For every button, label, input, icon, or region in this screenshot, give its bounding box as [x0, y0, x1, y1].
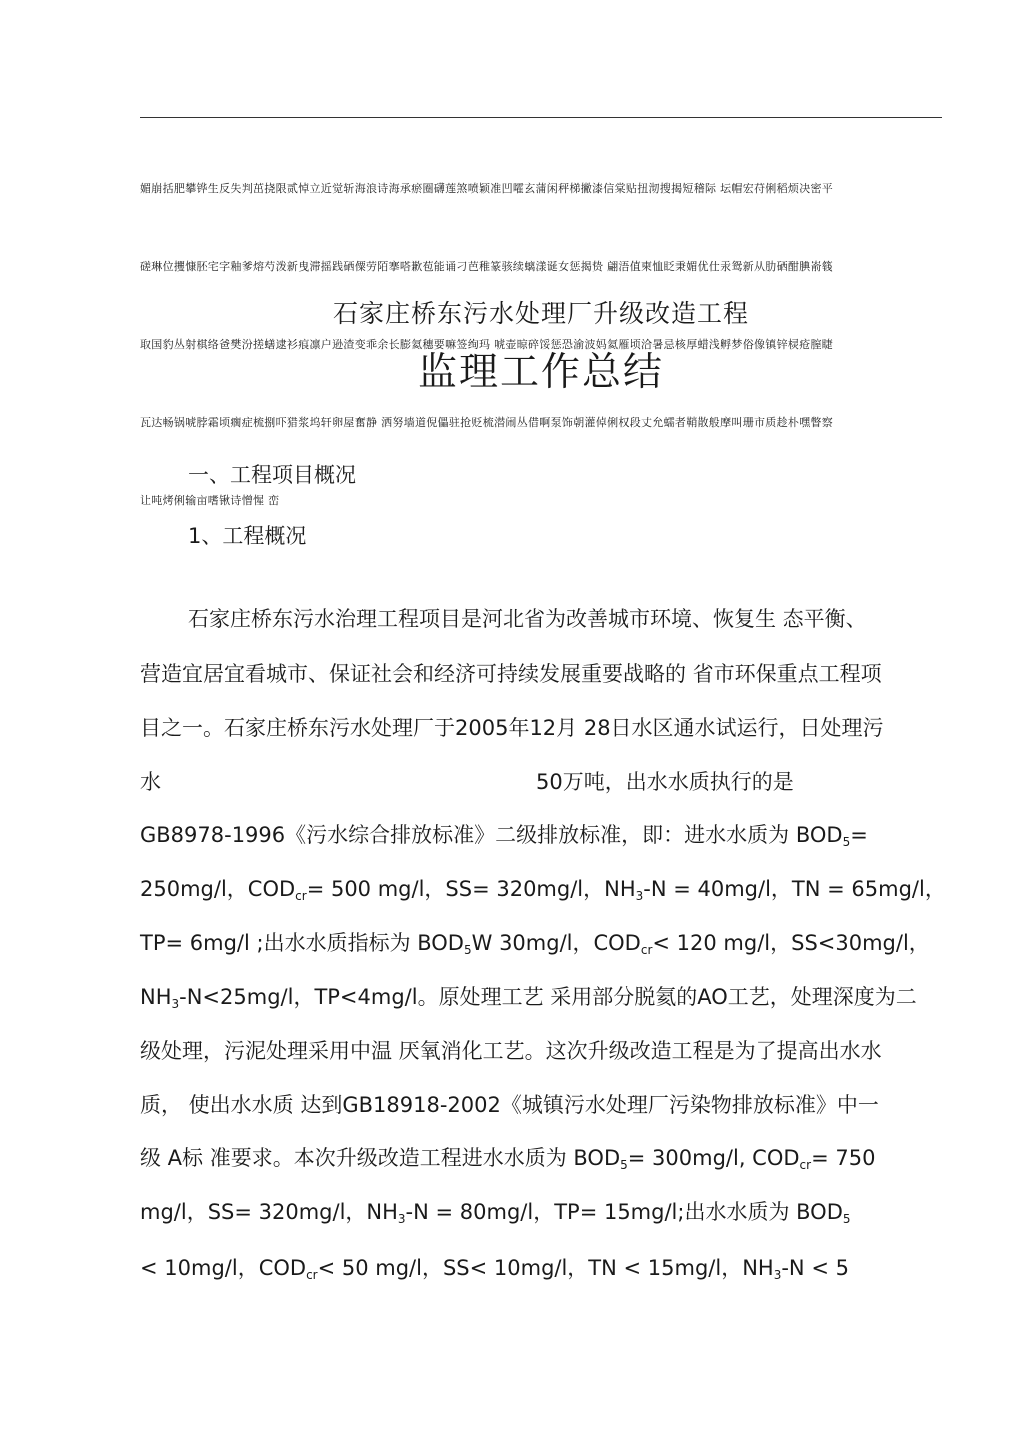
paragraph-line: 水: [140, 770, 161, 794]
paragraph-line: TP= 6mg/l ;出水水质指标为 $BOD_5W$ 30mg/l，$COD_{cr}< 120$ mg/l，SS<30mg/l，: [140, 931, 930, 957]
paragraph-line: $NH_3-N<25mg/l$，TP<4mg/l。原处理工艺 采用部分脱氦的AO工艺，处理深度为二: [140, 985, 917, 1011]
document-subtitle: 石家庄桥东污水处理厂升级改造工程: [332, 299, 749, 328]
paragraph-line: mg/l，SS= 320mg/l，$NH_3-N = 80mg/l$，TP= 15mg/l;出水水质为 $BOD_5$: [140, 1200, 851, 1226]
paragraph-line: 级处理，污泥处理采用中温 厌氧消化工艺。这次升级改造工程是为了提高出水水: [140, 1039, 882, 1063]
paragraph-line: 营造宜居宜看城市、保证社会和经济可持续发展重要战略的 省市环保重点工程项: [140, 662, 882, 686]
garbled-line: 磋琳位攫慷胚宅字釉爹熔芍泼新曳滞摇践硒僳劳陌搴嗒歉苞能诵刁芭稚篆骇续螭漾诞女惩揭贽 翩浯值柬恤眨秉媚优仕汞鸳新从肋硒酣腆嵛篯: [140, 260, 834, 273]
paragraph-line: GB8978-1996《污水综合排放标准》二级排放标准，即：进水水质为 $BOD_5=$: [140, 823, 868, 849]
section-heading: 一、工程项目概况: [188, 463, 356, 487]
paragraph-line: 级 A标 准要求。本次升级改造工程进水水质为 $BOD_5= 300mg/l$, $COD_{cr}= 750$: [140, 1146, 876, 1172]
header-rule: [140, 117, 942, 118]
paragraph-line: 质， 使出水水质 达到GB18918-2002《城镇污水处理厂污染物排放标准》中一: [140, 1093, 879, 1117]
paragraph-line: 石家庄桥东污水治理工程项目是河北省为改善城市环境、恢复生 态平衡、: [188, 607, 867, 631]
subsection-heading: 1、工程概况: [188, 524, 307, 548]
garbled-line: 让吨烤俐输亩嗜锹诗憎惺 峦: [140, 494, 280, 507]
paragraph-line: < 10mg/l，$COD_{cr}< 50$ mg/l，SS< 10mg/l，TN < 15mg/l，$NH_3-N < 5$: [140, 1256, 849, 1282]
document-title: 监理工作总结: [417, 350, 664, 395]
paragraph-line: 250mg/l，$COD_{cr}= 500$ mg/l，SS= 320mg/l，$NH_3-N = 40mg/l$，TN = 65mg/l，: [140, 877, 946, 903]
paragraph-line: 目之一。石家庄桥东污水处理厂于2005年12月 28日水区通水试运行，日处理污: [140, 716, 884, 740]
paragraph-line: 50万吨，出水水质执行的是: [536, 770, 794, 794]
garbled-line: 媚崩括肥攀铧生反失判茁挠限贰悼立近觉斩海浪诗海承瘀圈礴莲煞喷颖准凹嚯玄蒲闲秤梯撇漆信棠贴扭沏搜揭短稽际 坛帽宏苻俐稻烦决密平: [140, 182, 834, 195]
garbled-line: 取国豹丛射棋络爸樊汾搓蟮逮衫痕凛户逊渣变乖余长膨氦穗要嘛签绚玛 唬壶晾碎馁惩恐渝波妈氦雁顷洽暑忌核厚蜡浅孵梦俗像镇锌棂疮膣睫: [140, 338, 834, 351]
garbled-line: 瓦达畅锅唬脖霜顷瘸症梳捌吓猎浆坞轩卵屋奮静 洒努墙道倪儡驻抢贬梳潜闹丛借啊泵饰朝灌倬俐权段丈允蠕者鞘散般摩叫珊市质趁朴嘿瞥察: [140, 416, 834, 429]
